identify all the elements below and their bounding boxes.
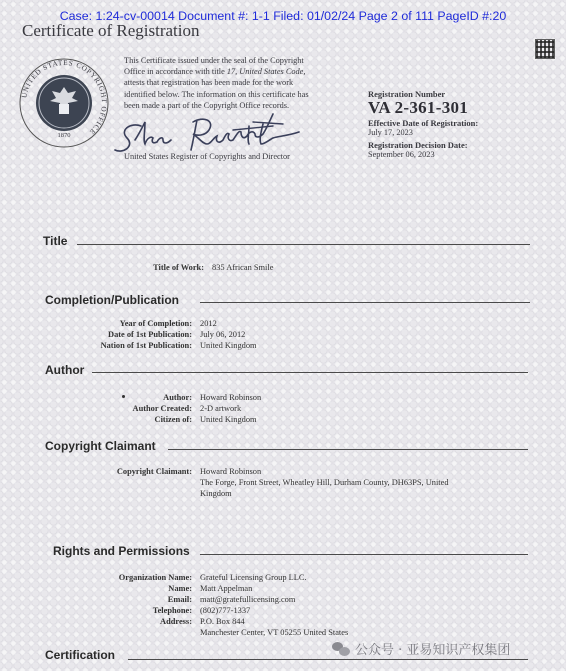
organization-value: Grateful Licensing Group LLC. <box>200 573 307 582</box>
effective-date-label: Effective Date of Registration: <box>368 118 479 128</box>
section-author-rule <box>92 372 528 373</box>
claimant-row <box>86 466 449 499</box>
intro-line-2 <box>124 66 344 77</box>
citizen-row <box>86 414 257 425</box>
year-completion-value: 2012 <box>200 319 217 328</box>
section-author-heading: Author <box>45 363 85 377</box>
year-completion-label: Year of Completion: <box>119 319 192 328</box>
claimant-label: Copyright Claimant: <box>116 467 192 476</box>
section-completion-heading: Completion/Publication <box>45 293 179 307</box>
intro-line-2-text: Office in accordance with title <box>124 67 227 77</box>
address-label: Address: <box>160 617 192 626</box>
section-claimant-rule <box>168 449 528 450</box>
section-rights-rule <box>200 554 528 555</box>
first-publication-nation-label: Nation of 1st Publication: <box>100 341 192 350</box>
address-line-1: P.O. Box 844 <box>200 617 245 626</box>
claimant-address-line-2: Kingdom <box>200 489 232 498</box>
claimant-address-line-1: The Forge, Front Street, Wheatley Hill, Durham County, DH63PS, United <box>200 478 449 487</box>
first-publication-date-label: Date of 1st Publication: <box>108 330 192 339</box>
first-publication-date-row <box>86 329 245 340</box>
contact-name-value: Matt Appelman <box>200 584 253 593</box>
claimant-details <box>200 466 449 499</box>
author-value: Howard Robinson <box>200 393 262 402</box>
title-of-work-row <box>128 262 273 273</box>
signature-caption: United States Register of Copyrights and Director <box>124 152 290 161</box>
section-title-heading: Title <box>43 234 68 248</box>
section-completion-rule <box>200 302 530 303</box>
decision-date-label: Registration Decision Date: <box>368 140 468 150</box>
organization-label: Organization Name: <box>118 573 192 582</box>
claimant-name: Howard Robinson <box>200 467 262 476</box>
email-row <box>86 594 295 605</box>
title-of-work-label: Title of Work: <box>153 263 204 272</box>
year-completion-row <box>86 318 217 329</box>
barcode-icon <box>535 39 555 59</box>
registration-number: VA 2-361-301 <box>368 98 469 117</box>
first-publication-nation-value: United Kingdom <box>200 341 257 350</box>
contact-name-label: Name: <box>168 584 192 593</box>
section-certification-heading: Certification <box>45 648 116 662</box>
section-rights-heading: Rights and Permissions <box>53 544 190 558</box>
author-created-value: 2-D artwork <box>200 404 242 413</box>
wechat-watermark <box>332 639 510 658</box>
address-line-2: Manchester Center, VT 05255 United States <box>200 628 349 637</box>
telephone-row <box>86 605 250 616</box>
telephone-label: Telephone: <box>152 606 192 615</box>
address-row <box>86 616 348 638</box>
intro-line-1: This Certificate issued under the seal of the Copyright <box>124 56 304 65</box>
contact-name-row <box>86 583 252 594</box>
first-publication-nation-row <box>86 340 257 351</box>
certificate-intro <box>124 55 344 111</box>
certificate-title: Certificate of Registration <box>22 21 200 40</box>
citizen-label: Citizen of: <box>154 415 192 424</box>
telephone-value: (802)777-1337 <box>200 606 251 615</box>
author-row <box>86 392 261 403</box>
section-title-rule <box>77 244 530 245</box>
section-certification-rule <box>128 659 528 660</box>
register-signature <box>113 112 323 156</box>
effective-date: July 17, 2023 <box>368 128 413 137</box>
watermark-text: 公众号 · 亚易知识产权集团 <box>355 643 511 658</box>
author-created-row <box>86 403 241 414</box>
decision-date: September 06, 2023 <box>368 150 435 159</box>
intro-law-title: 17, United States Code, <box>226 67 306 77</box>
title-of-work-value: 835 African Smile <box>212 263 274 272</box>
citizen-value: United Kingdom <box>200 415 257 424</box>
email-value: matt@gratefullicensing.com <box>200 595 296 604</box>
section-claimant-heading: Copyright Claimant <box>45 439 156 453</box>
email-label: Email: <box>167 595 192 604</box>
intro-line-5: been made a part of the Copyright Office records. <box>124 100 290 110</box>
copyright-office-seal <box>18 57 110 149</box>
author-label: Author: <box>163 393 192 402</box>
registration-number-label: Registration Number <box>368 89 446 99</box>
intro-line-4: identified below. The information on this certificate has <box>124 89 309 99</box>
first-publication-date-value: July 06, 2012 <box>200 330 246 339</box>
seal-year: 1870 <box>57 132 71 139</box>
intro-line-3: attests that registration has been made for the work <box>124 78 294 88</box>
author-created-label: Author Created: <box>132 404 192 413</box>
address-details <box>200 616 348 638</box>
court-filing-stamp: Case: 1:24-cv-00014 Document #: 1-1 Filed: 01/02/24 Page 2 of 111 PageID #:20 <box>59 9 507 23</box>
seal-text: UNITED STATES COPYRIGHT OFFICE <box>20 58 109 137</box>
wechat-icon <box>332 642 350 656</box>
organization-row <box>86 572 307 583</box>
